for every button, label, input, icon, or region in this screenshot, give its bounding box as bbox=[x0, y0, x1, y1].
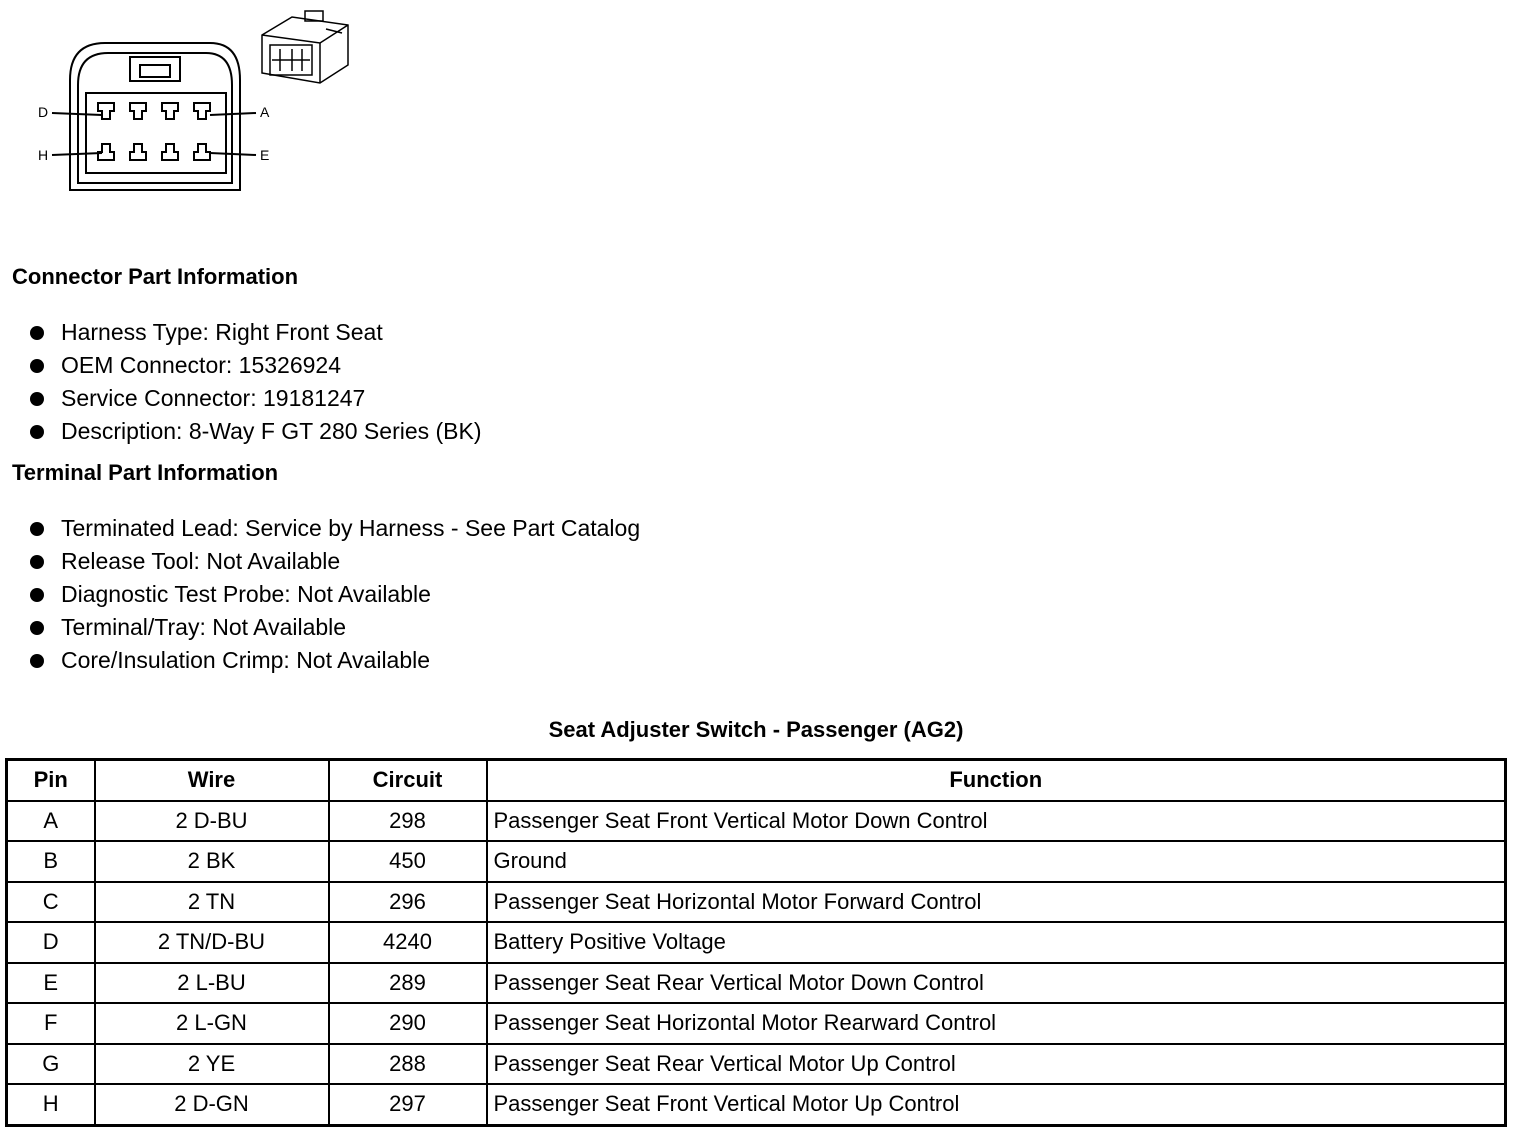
pin-label-e: E bbox=[260, 147, 270, 163]
cell-circuit: 289 bbox=[329, 963, 487, 1004]
list-item: Terminated Lead: Service by Harness - See Part Catalog bbox=[30, 512, 640, 545]
cell-function: Passenger Seat Front Vertical Motor Up Control bbox=[487, 1084, 1506, 1125]
cell-pin: F bbox=[7, 1003, 95, 1044]
pin-label-d: D bbox=[38, 104, 49, 120]
bullet-icon bbox=[30, 621, 44, 635]
cell-pin: H bbox=[7, 1084, 95, 1125]
pin-table bbox=[5, 758, 1507, 1127]
cell-function: Passenger Seat Horizontal Motor Forward Control bbox=[487, 882, 1506, 923]
list-item: Terminal/Tray: Not Available bbox=[30, 611, 640, 644]
cell-function: Passenger Seat Front Vertical Motor Down Control bbox=[487, 801, 1506, 842]
table-row bbox=[7, 841, 1506, 882]
list-item: Release Tool: Not Available bbox=[30, 545, 640, 578]
cell-pin: C bbox=[7, 882, 95, 923]
bullet-icon bbox=[30, 555, 44, 569]
table-row bbox=[7, 882, 1506, 923]
bullet-icon bbox=[30, 425, 44, 439]
cell-circuit: 297 bbox=[329, 1084, 487, 1125]
col-header-pin: Pin bbox=[7, 760, 95, 801]
cell-wire: 2 D-BU bbox=[95, 801, 329, 842]
list-item: OEM Connector: 15326924 bbox=[30, 349, 482, 382]
cell-wire: 2 L-GN bbox=[95, 1003, 329, 1044]
connector-part-info-list bbox=[30, 316, 482, 448]
list-item: Harness Type: Right Front Seat bbox=[30, 316, 482, 349]
cell-wire: 2 TN/D-BU bbox=[95, 922, 329, 963]
cell-circuit: 298 bbox=[329, 801, 487, 842]
list-item: Diagnostic Test Probe: Not Available bbox=[30, 578, 640, 611]
table-row bbox=[7, 1003, 1506, 1044]
cell-pin: B bbox=[7, 841, 95, 882]
connector-face-diagram bbox=[30, 5, 370, 205]
cell-function: Passenger Seat Horizontal Motor Rearward Control bbox=[487, 1003, 1506, 1044]
pin-table-title: Seat Adjuster Switch - Passenger (AG2) bbox=[548, 717, 964, 742]
cell-function: Passenger Seat Rear Vertical Motor Up Control bbox=[487, 1044, 1506, 1085]
table-row bbox=[7, 801, 1506, 842]
cell-circuit: 290 bbox=[329, 1003, 487, 1044]
cell-pin: E bbox=[7, 963, 95, 1004]
bullet-icon bbox=[30, 326, 44, 340]
cell-pin: G bbox=[7, 1044, 95, 1085]
connector-latch-inner bbox=[140, 65, 170, 77]
pin-label-a: A bbox=[260, 104, 270, 120]
bullet-icon bbox=[30, 359, 44, 373]
cell-function: Ground bbox=[487, 841, 1506, 882]
bullet-icon bbox=[30, 588, 44, 602]
cell-circuit: 296 bbox=[329, 882, 487, 923]
cell-wire: 2 TN bbox=[95, 882, 329, 923]
list-item: Service Connector: 19181247 bbox=[30, 382, 482, 415]
terminal-part-info-heading: Terminal Part Information bbox=[12, 460, 279, 485]
cell-pin: A bbox=[7, 801, 95, 842]
table-row bbox=[7, 1044, 1506, 1085]
bullet-icon bbox=[30, 522, 44, 536]
table-header-row bbox=[7, 760, 1506, 801]
cell-wire: 2 YE bbox=[95, 1044, 329, 1085]
table-row bbox=[7, 1084, 1506, 1125]
list-item: Description: 8-Way F GT 280 Series (BK) bbox=[30, 415, 482, 448]
col-header-circuit: Circuit bbox=[329, 760, 487, 801]
bullet-icon bbox=[30, 392, 44, 406]
cell-pin: D bbox=[7, 922, 95, 963]
connector-isometric-icon bbox=[262, 11, 348, 83]
bullet-icon bbox=[30, 654, 44, 668]
cell-circuit: 4240 bbox=[329, 922, 487, 963]
cell-wire: 2 BK bbox=[95, 841, 329, 882]
connector-part-info-heading: Connector Part Information bbox=[12, 264, 299, 289]
cell-circuit: 450 bbox=[329, 841, 487, 882]
cell-wire: 2 D-GN bbox=[95, 1084, 329, 1125]
list-item: Core/Insulation Crimp: Not Available bbox=[30, 644, 640, 677]
cell-wire: 2 L-BU bbox=[95, 963, 329, 1004]
table-row bbox=[7, 963, 1506, 1004]
cell-circuit: 288 bbox=[329, 1044, 487, 1085]
pin-label-h: H bbox=[38, 147, 49, 163]
col-header-wire: Wire bbox=[95, 760, 329, 801]
cell-function: Battery Positive Voltage bbox=[487, 922, 1506, 963]
cell-function: Passenger Seat Rear Vertical Motor Down Control bbox=[487, 963, 1506, 1004]
table-row bbox=[7, 922, 1506, 963]
terminal-part-info-list bbox=[30, 512, 640, 677]
col-header-function: Function bbox=[487, 760, 1506, 801]
